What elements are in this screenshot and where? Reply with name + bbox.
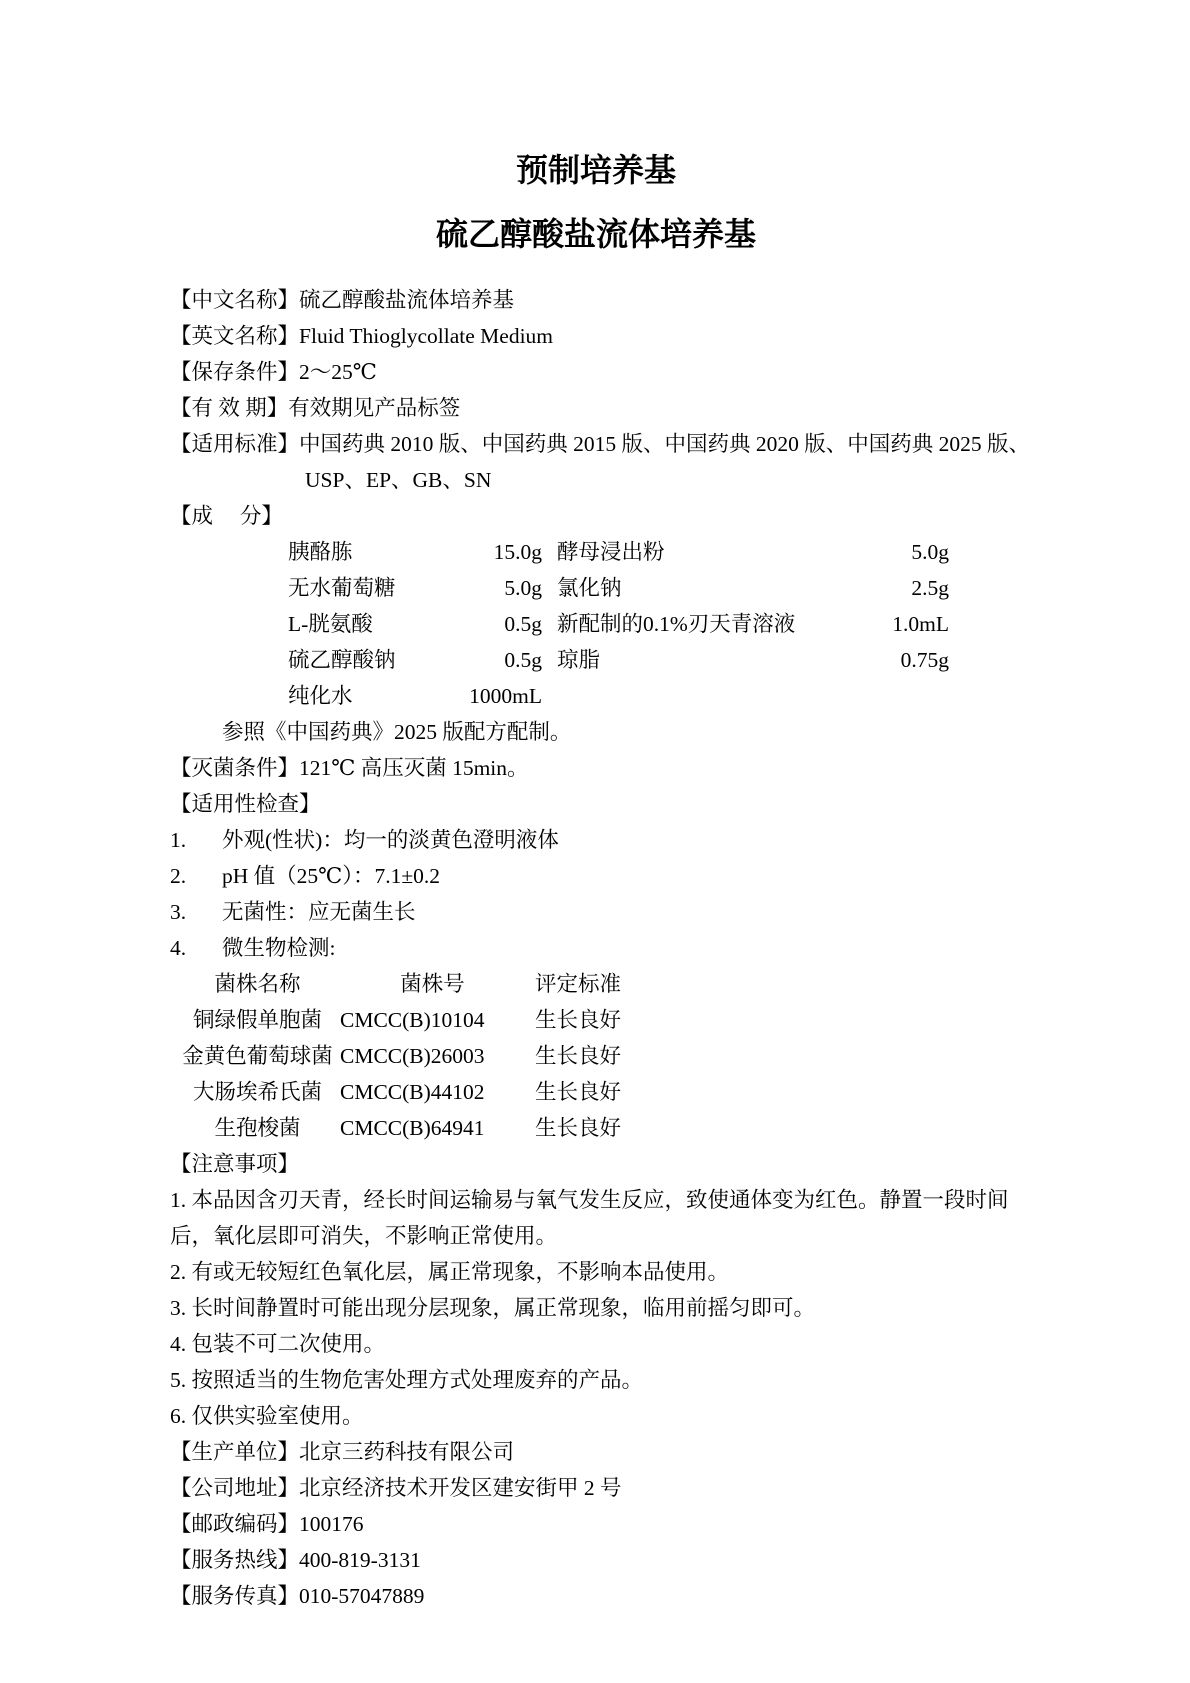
column-header: 评定标准: [535, 972, 622, 996]
ingredient-name: L-胱氨酸: [288, 612, 373, 636]
suitability-item: [170, 822, 1022, 858]
composition-row: [288, 678, 1022, 714]
ingredient-name: 胰酪胨: [288, 540, 353, 564]
field-label: 【保存条件】: [170, 360, 300, 384]
meta-line-standards-cont: USP、EP、GB、SN: [305, 468, 492, 492]
ingredient-amount: [837, 678, 949, 714]
ingredient-amount: 5.0g: [504, 576, 542, 600]
field-label: 【服务热线】: [170, 1548, 300, 1572]
item-number: 2.: [170, 864, 187, 888]
item-number: 4.: [170, 936, 187, 960]
note-item: 6. 仅供实验室使用。: [170, 1404, 364, 1428]
field-label: 【生产单位】: [170, 1440, 300, 1464]
strain-result: 生长良好: [535, 1008, 622, 1032]
strain-name: 生孢梭菌: [214, 1116, 301, 1140]
ingredient-amount: 2.5g: [911, 576, 949, 600]
document-body: [170, 282, 1031, 1614]
field-value: 北京经济技术开发区建安街甲 2 号: [299, 1476, 622, 1500]
ingredient-amount: 0.5g: [504, 612, 542, 636]
strain-result: 生长良好: [535, 1044, 622, 1068]
strain-number: CMCC(B)26003: [340, 1044, 485, 1068]
footer-line-manufacturer: [170, 1434, 1022, 1470]
item-text: 微生物检测:: [222, 936, 336, 960]
suitability-heading: 【适用性检查】: [170, 792, 321, 816]
table-row: [180, 1110, 1022, 1146]
meta-line-storage: [170, 354, 1022, 390]
ingredient-name: [557, 678, 837, 714]
field-value: 北京三药科技有限公司: [299, 1440, 515, 1464]
ingredient-amount: 15.0g: [493, 540, 542, 564]
strain-number: CMCC(B)44102: [340, 1080, 485, 1104]
meta-line-english-name: [170, 318, 1022, 354]
note-item: 4. 包装不可二次使用。: [170, 1332, 386, 1356]
ingredient-amount: 5.0g: [911, 540, 949, 564]
ingredient-name: 硫乙醇酸钠: [288, 648, 396, 672]
field-label: 【中文名称】: [170, 288, 300, 312]
strain-number: CMCC(B)64941: [340, 1116, 485, 1140]
ingredient-amount: 1.0mL: [892, 612, 949, 636]
item-text: pH 值（25℃）：7.1±0.2: [222, 864, 441, 888]
strain-table-header: [180, 966, 1022, 1002]
footer-line-hotline: [170, 1542, 1022, 1578]
item-number: 3.: [170, 900, 187, 924]
strain-result: 生长良好: [535, 1116, 622, 1140]
field-label: 【英文名称】: [170, 324, 300, 348]
ingredient-name: 琼脂: [557, 648, 601, 672]
strain-name: 铜绿假单胞菌: [192, 1008, 322, 1032]
composition-heading: 【成 分】: [170, 504, 283, 528]
ingredient-amount: 1000mL: [469, 684, 542, 708]
item-number: 1.: [170, 828, 187, 852]
ingredient-name: 纯化水: [288, 684, 353, 708]
ingredient-name: 无水葡萄糖: [288, 576, 396, 600]
field-label: 【邮政编码】: [170, 1512, 300, 1536]
strain-name: 金黄色葡萄球菌: [182, 1044, 333, 1068]
note-item: 3. 长时间静置时可能出现分层现象，属正常现象，临用前摇匀即可。: [170, 1296, 816, 1320]
meta-line-chinese-name: [170, 282, 1022, 318]
field-value: 中国药典 2010 版、中国药典 2015 版、中国药典 2020 版、中国药典 2025 版、: [299, 432, 1031, 456]
field-value: 100176: [299, 1512, 364, 1536]
field-value: 400-819-3131: [299, 1548, 421, 1572]
ingredient-amount: 0.75g: [900, 648, 949, 672]
meta-line-expiry: [170, 390, 1022, 426]
item-text: 外观(性状)：均一的淡黄色澄明液体: [222, 828, 559, 852]
field-value: 2～25℃: [299, 360, 377, 384]
field-value: Fluid Thioglycollate Medium: [299, 324, 554, 348]
table-row: [180, 1038, 1022, 1074]
column-header: 菌株号: [400, 972, 465, 996]
page-subtitle: 硫乙醇酸盐流体培养基: [435, 216, 756, 252]
suitability-item: [170, 930, 1022, 966]
table-row: [180, 1002, 1022, 1038]
field-value: 121℃ 高压灭菌 15min。: [299, 756, 529, 780]
field-value: 010-57047889: [299, 1584, 425, 1608]
table-row: [180, 1074, 1022, 1110]
footer-line-fax: [170, 1578, 1022, 1614]
strain-name: 大肠埃希氏菌: [192, 1080, 322, 1104]
composition-row: [288, 534, 1022, 570]
notes-heading: 【注意事项】: [170, 1152, 300, 1176]
column-header: 菌株名称: [214, 972, 301, 996]
footer-line-address: [170, 1470, 1022, 1506]
ingredient-name: 氯化钠: [557, 576, 622, 600]
field-label: 【适用标准】: [170, 432, 300, 456]
field-label: 【服务传真】: [170, 1584, 300, 1608]
field-label: 【灭菌条件】: [170, 756, 300, 780]
ingredient-amount: 0.5g: [504, 648, 542, 672]
ingredient-name: 新配制的0.1%刃天青溶液: [557, 612, 796, 636]
note-item: 2. 有或无较短红色氧化层，属正常现象，不影响本品使用。: [170, 1260, 730, 1284]
field-label: 【公司地址】: [170, 1476, 300, 1500]
note-item: 5. 按照适当的生物危害处理方式处理废弃的产品。: [170, 1368, 644, 1392]
composition-row: [288, 642, 1022, 678]
composition-reference-note: 参照《中国药典》2025 版配方配制。: [222, 720, 572, 744]
strain-result: 生长良好: [535, 1080, 622, 1104]
field-label: 【有 效 期】: [170, 396, 289, 420]
field-value: 有效期见产品标签: [288, 396, 461, 420]
composition-row: [288, 606, 1022, 642]
sterilization-line: [170, 750, 1022, 786]
field-value: 硫乙醇酸盐流体培养基: [299, 288, 515, 312]
ingredient-name: 酵母浸出粉: [557, 540, 665, 564]
strain-number: CMCC(B)10104: [340, 1008, 485, 1032]
footer-line-postcode: [170, 1506, 1022, 1542]
note-item: 1. 本品因含刃天青，经长时间运输易与氧气发生反应，致使通体变为红色。静置一段时间后，氧化层即可消失，不影响正常使用。: [170, 1188, 1009, 1248]
suitability-item: [170, 858, 1022, 894]
composition-row: [288, 570, 1022, 606]
suitability-item: [170, 894, 1022, 930]
meta-line-standards: [170, 426, 1031, 462]
page-title: 预制培养基: [515, 152, 676, 188]
item-text: 无菌性：应无菌生长: [222, 900, 416, 924]
